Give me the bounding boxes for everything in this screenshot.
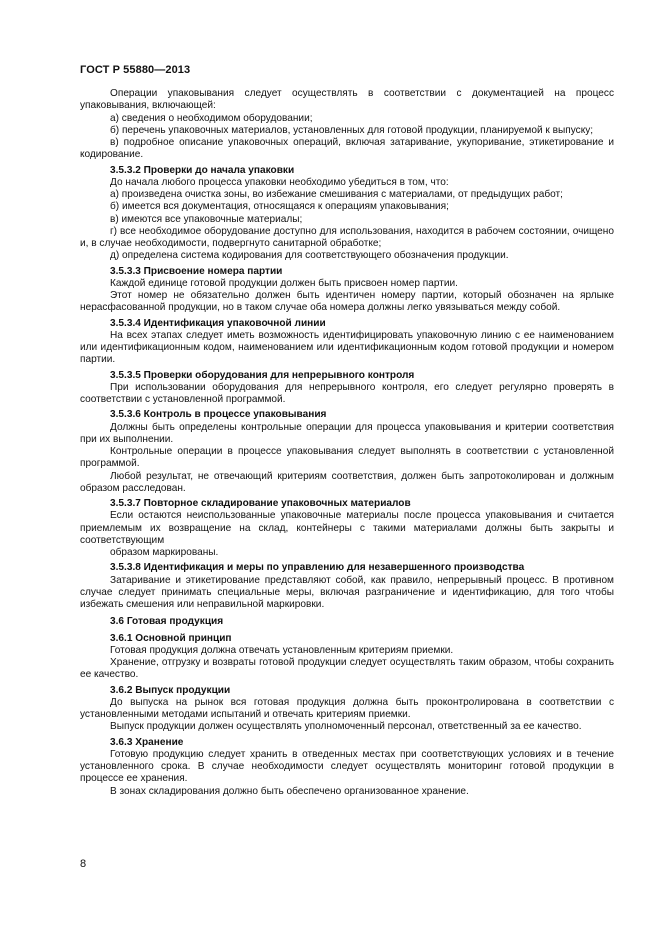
section-heading: 3.6.3 Хранение [110,736,184,748]
paragraph: При использовании оборудования для непрерывного контроля, его следует регулярно проверять в соответствии с установленной программой. [80,381,614,405]
paragraph: Любой результат, не отвечающий критериям соответствия, должен быть запротоколирован и должным образом расследован. [80,470,614,494]
paragraph: Хранение, отгрузку и возвраты готовой продукции следует осуществлять таким образом, чтобы сохранить ее качество. [80,657,614,681]
paragraph: б) имеется вся документация, относящаяся к операциям упаковывания; [110,201,449,213]
paragraph: До начала любого процесса упаковки необходимо убедиться в том, что: [110,176,449,188]
paragraph: На всех этапах следует иметь возможность идентифицировать упаковочную линию с ее наименованием или идентификационным кодом, наименованием или идентификационным кодом готовой продукции и номером партии. [80,329,614,366]
document-body [80,88,614,798]
section-heading: 3.5.3.3 Присвоение номера партии [110,265,283,277]
paragraph: Готовая продукция должна отвечать установленным критериям приемки. [110,644,454,656]
chapter-heading: 3.6 Готовая продукция [110,616,224,628]
paragraph: Должны быть определены контрольные операции для процесса упаковывания и критерии соответствия при их выполнении. [80,421,614,445]
paragraph: Если остаются неиспользованные упаковочные материалы после процесса упаковывания и считается приемлемым их возвращение на склад, контейнеры с такими материалами должны быть закрыты и соответствующим [80,510,614,546]
section-heading: 3.5.3.6 Контроль в процессе упаковывания [110,409,327,421]
paragraph: В зонах складирования должно быть обеспечено организованное хранение. [110,785,469,797]
paragraph: Готовую продукцию следует хранить в отведенных местах при соответствующих условиях и в течение установленного срока. В случае необходимости следует осуществлять мониторинг готовой продукции в процессе ее хранения. [80,748,614,785]
paragraph: д) определена система кодирования для соответствующего обозначения продукции. [110,250,509,262]
section-heading: 3.5.3.4 Идентификация упаковочной линии [110,317,326,329]
paragraph: а) сведения о необходимом оборудовании; [110,112,313,124]
paragraph: в) подробное описание упаковочных операций, включая затаривание, укупоривание, этикетирование и кодирование. [80,137,614,161]
paragraph: б) перечень упаковочных материалов, установленных для готовой продукции, планируемой к выпуску; [110,124,594,136]
paragraph: образом маркированы. [110,547,219,558]
paragraph: а) произведена очистка зоны, во избежание смешивания с материалами, от предыдущих работ; [110,189,563,200]
section-heading: 3.5.3.5 Проверки оборудования для непрерывного контроля [110,369,415,381]
section-heading: 3.5.3.8 Идентификация и меры по управлению для незавершенного производства [110,562,525,574]
paragraph: Этот номер не обязательно должен быть идентичен номеру партии, который обозначен на ярлыке нерасфасованной продукции, но в таком случае оба номера должны легко увязываться между собой. [80,290,614,314]
paragraph: Контрольные операции в процессе упаковывания следует выполнять в соответствии с установленной программой. [80,446,614,470]
paragraph: Затаривание и этикетирование представляют собой, как правило, непрерывный процесс. В противном случае следует принимать специальные меры, включая разграничение и идентификацию, для того чтобы избежать смешения или неправильной маркировки. [80,574,614,610]
paragraph: Операции упаковывания следует осуществлять в соответствии с документацией на процесс упаковывания, включающей: [80,88,614,112]
page-number: 8 [80,858,87,870]
section-heading: 3.6.2 Выпуск продукции [110,684,231,696]
document-header: ГОСТ Р 55880—2013 [80,64,191,76]
paragraph: Каждой единице готовой продукции должен быть присвоен номер партии. [110,277,458,289]
paragraph: Выпуск продукции должен осуществлять уполномоченный персонал, ответственный за ее качество. [110,721,582,733]
section-heading: 3.5.3.2 Проверки до начала упаковки [110,164,295,176]
paragraph: г) все необходимое оборудование доступно для использования, находится в рабочем состоянии, очищено и, в случае необходимости, подвергнуто санитарной обработке; [80,225,614,249]
paragraph: До выпуска на рынок вся готовая продукция должна быть проконтролирована в соответствии с установленными методами испытаний и отвечать критериям приемки. [80,696,614,720]
paragraph: в) имеются все упаковочные материалы; [110,213,303,225]
section-heading: 3.6.1 Основной принцип [110,632,232,644]
section-heading: 3.5.3.7 Повторное складирование упаковочных материалов [110,498,411,509]
